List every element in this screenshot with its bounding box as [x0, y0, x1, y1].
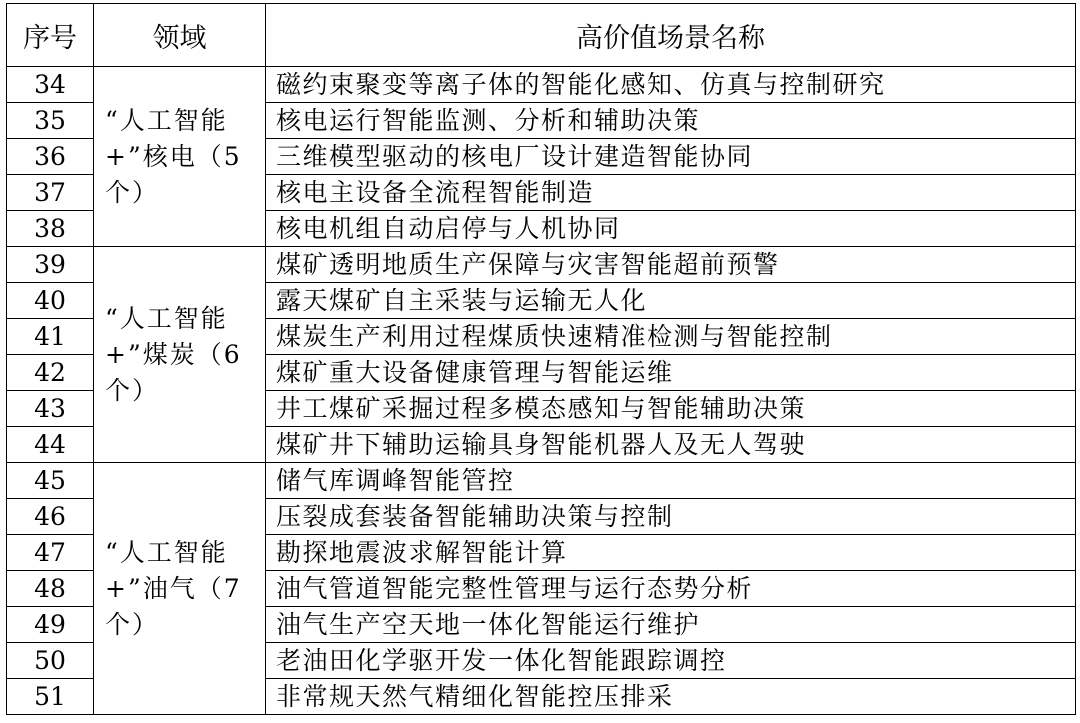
index-column-header: 序号 [7, 4, 94, 67]
scenario-name: 煤炭生产利用过程煤质快速精准检测与智能控制 [266, 319, 1076, 355]
scenario-name: 煤矿重大设备健康管理与智能运维 [266, 355, 1076, 391]
domain-cell: “人工智能+”煤炭（6个） [94, 247, 266, 463]
scenario-name: 核电运行智能监测、分析和辅助决策 [266, 103, 1076, 139]
scenario-name: 非常规天然气精细化智能控压排采 [266, 679, 1076, 715]
scenario-name: 井工煤矿采掘过程多模态感知与智能辅助决策 [266, 391, 1076, 427]
scenario-name: 核电机组自动启停与人机协同 [266, 211, 1076, 247]
scenario-name: 露天煤矿自主采装与运输无人化 [266, 283, 1076, 319]
scenario-index: 43 [7, 391, 94, 427]
scenario-index: 42 [7, 355, 94, 391]
scenario-index: 39 [7, 247, 94, 283]
table-body [7, 67, 1076, 715]
header-row [7, 4, 1076, 67]
scenario-name: 老油田化学驱开发一体化智能跟踪调控 [266, 643, 1076, 679]
scenario-index: 40 [7, 283, 94, 319]
scenario-index: 35 [7, 103, 94, 139]
scenario-index: 34 [7, 67, 94, 103]
scenario-name: 储气库调峰智能管控 [266, 463, 1076, 499]
domain-cell: “人工智能+”油气（7个） [94, 463, 266, 715]
domain-cell: “人工智能+”核电（5个） [94, 67, 266, 247]
scenario-index: 47 [7, 535, 94, 571]
scenario-name: 三维模型驱动的核电厂设计建造智能协同 [266, 139, 1076, 175]
scenario-index: 45 [7, 463, 94, 499]
scenario-index: 48 [7, 571, 94, 607]
scenario-index: 51 [7, 679, 94, 715]
scenario-name: 勘探地震波求解智能计算 [266, 535, 1076, 571]
scenario-name: 压裂成套装备智能辅助决策与控制 [266, 499, 1076, 535]
table-row [7, 463, 1076, 499]
scenario-index: 41 [7, 319, 94, 355]
scenario-index: 36 [7, 139, 94, 175]
scenario-name: 煤矿井下辅助运输具身智能机器人及无人驾驶 [266, 427, 1076, 463]
scenario-index: 37 [7, 175, 94, 211]
table-row [7, 247, 1076, 283]
table-row [7, 67, 1076, 103]
scenario-index: 50 [7, 643, 94, 679]
domain-column-header: 领域 [94, 4, 266, 67]
scenario-table [6, 3, 1076, 715]
scenario-index: 38 [7, 211, 94, 247]
scenario-name: 煤矿透明地质生产保障与灾害智能超前预警 [266, 247, 1076, 283]
scenario-name: 油气生产空天地一体化智能运行维护 [266, 607, 1076, 643]
scenario-name: 油气管道智能完整性管理与运行态势分析 [266, 571, 1076, 607]
scenario-index: 46 [7, 499, 94, 535]
scenario-index: 44 [7, 427, 94, 463]
scenario-name: 磁约束聚变等离子体的智能化感知、仿真与控制研究 [266, 67, 1076, 103]
scenario-index: 49 [7, 607, 94, 643]
name-column-header: 高价值场景名称 [266, 4, 1076, 67]
scenario-name: 核电主设备全流程智能制造 [266, 175, 1076, 211]
